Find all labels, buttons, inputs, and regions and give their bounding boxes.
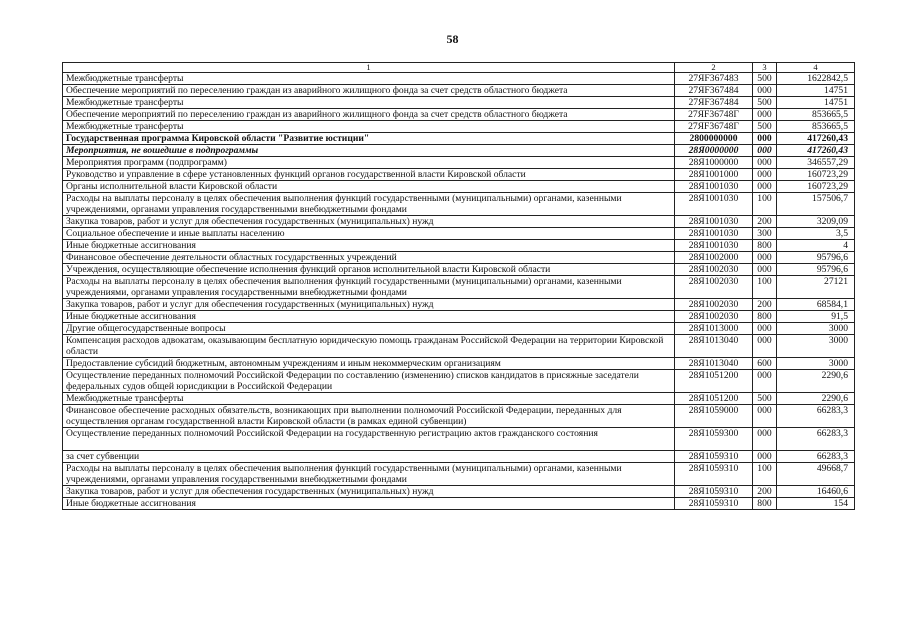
table-row xyxy=(63,323,855,335)
row-type-cell: 200 xyxy=(753,486,777,498)
row-name-cell: Обеспечение мероприятий по переселению граждан из аварийного жилищного фонда за счет средств областного бюджета xyxy=(63,85,675,97)
row-code-cell: 28Я1001030 xyxy=(675,193,753,216)
row-code-cell: 28Я1001030 xyxy=(675,216,753,228)
row-name-cell: Предоставление субсидий бюджетным, автономным учреждениям и иным некоммерческим организациям xyxy=(63,358,675,370)
table-row xyxy=(63,393,855,405)
header-col-type: 3 xyxy=(753,63,777,73)
table-row xyxy=(63,463,855,486)
row-amount-cell: 2290,6 xyxy=(777,370,855,393)
row-amount-cell: 95796,6 xyxy=(777,252,855,264)
row-name-cell: Расходы на выплаты персоналу в целях обеспечения выполнения функций государственными (муниципальными) органами, казенными учреждениями, органами управления государственными внебюджетными фондами xyxy=(63,463,675,486)
row-name-cell: за счет субвенции xyxy=(63,451,675,463)
row-type-cell: 800 xyxy=(753,240,777,252)
row-type-cell: 000 xyxy=(753,252,777,264)
row-code-cell: 28Я1051200 xyxy=(675,393,753,405)
row-type-cell: 000 xyxy=(753,405,777,428)
row-code-cell: 28Я1002030 xyxy=(675,299,753,311)
row-code-cell: 28Я1013000 xyxy=(675,323,753,335)
row-code-cell: 28Я1059000 xyxy=(675,405,753,428)
table-row xyxy=(63,133,855,145)
row-amount-cell: 3209,09 xyxy=(777,216,855,228)
row-code-cell: 2800000000 xyxy=(675,133,753,145)
row-type-cell: 000 xyxy=(753,428,777,451)
row-name-cell: Расходы на выплаты персоналу в целях обеспечения выполнения функций государственными (муниципальными) органами, казенными учреждениями, органами управления государственными внебюджетными фондами xyxy=(63,193,675,216)
table-row xyxy=(63,228,855,240)
row-code-cell: 28Я1059310 xyxy=(675,451,753,463)
row-type-cell: 000 xyxy=(753,133,777,145)
row-code-cell: 28Я1059300 xyxy=(675,428,753,451)
row-type-cell: 600 xyxy=(753,358,777,370)
row-type-cell: 000 xyxy=(753,264,777,276)
table-row xyxy=(63,193,855,216)
table-row xyxy=(63,335,855,358)
table-row xyxy=(63,264,855,276)
table-row xyxy=(63,358,855,370)
row-amount-cell: 160723,29 xyxy=(777,181,855,193)
table-row xyxy=(63,73,855,85)
row-type-cell: 500 xyxy=(753,121,777,133)
row-name-cell: Руководство и управление в сфере установленных функций органов государственной власти Кировской области xyxy=(63,169,675,181)
row-name-cell: Иные бюджетные ассигнования xyxy=(63,311,675,323)
row-code-cell: 28Я1013040 xyxy=(675,358,753,370)
table-row xyxy=(63,276,855,299)
row-name-cell: Межбюджетные трансферты xyxy=(63,121,675,133)
row-amount-cell: 417260,43 xyxy=(777,133,855,145)
row-name-cell: Межбюджетные трансферты xyxy=(63,97,675,109)
row-code-cell: 28Я1059310 xyxy=(675,486,753,498)
row-name-cell: Закупка товаров, работ и услуг для обеспечения государственных (муниципальных) нужд xyxy=(63,299,675,311)
row-amount-cell: 853665,5 xyxy=(777,109,855,121)
row-name-cell: Межбюджетные трансферты xyxy=(63,73,675,85)
row-type-cell: 000 xyxy=(753,370,777,393)
row-code-cell: 27ЯF367484 xyxy=(675,97,753,109)
row-code-cell: 28Я1051200 xyxy=(675,370,753,393)
row-code-cell: 28Я0000000 xyxy=(675,145,753,157)
table-row xyxy=(63,311,855,323)
page-number: 58 xyxy=(446,32,459,46)
row-name-cell: Мероприятия, не вошедшие в подпрограммы xyxy=(63,145,675,157)
row-amount-cell: 853665,5 xyxy=(777,121,855,133)
row-code-cell: 28Я1059310 xyxy=(675,463,753,486)
table-row xyxy=(63,109,855,121)
row-amount-cell: 2290,6 xyxy=(777,393,855,405)
row-code-cell: 28Я1059310 xyxy=(675,498,753,510)
row-type-cell: 100 xyxy=(753,193,777,216)
table-row xyxy=(63,498,855,510)
table-row xyxy=(63,451,855,463)
row-amount-cell: 157506,7 xyxy=(777,193,855,216)
row-type-cell: 500 xyxy=(753,97,777,109)
row-type-cell: 200 xyxy=(753,299,777,311)
row-amount-cell: 14751 xyxy=(777,85,855,97)
row-type-cell: 000 xyxy=(753,85,777,97)
row-amount-cell: 66283,3 xyxy=(777,405,855,428)
row-type-cell: 000 xyxy=(753,181,777,193)
row-code-cell: 28Я1002030 xyxy=(675,276,753,299)
row-name-cell: Иные бюджетные ассигнования xyxy=(63,498,675,510)
row-name-cell: Компенсация расходов адвокатам, оказывающим бесплатную юридическую помощь гражданам Российской Федерации на территории Кировской области xyxy=(63,335,675,358)
row-amount-cell: 66283,3 xyxy=(777,451,855,463)
row-amount-cell: 91,5 xyxy=(777,311,855,323)
row-name-cell: Государственная программа Кировской области "Развитие юстиции" xyxy=(63,133,675,145)
row-code-cell: 28Я1002000 xyxy=(675,252,753,264)
table-row xyxy=(63,169,855,181)
row-type-cell: 300 xyxy=(753,228,777,240)
table-row xyxy=(63,405,855,428)
row-type-cell: 100 xyxy=(753,463,777,486)
table-row xyxy=(63,121,855,133)
row-code-cell: 28Я1001000 xyxy=(675,169,753,181)
row-code-cell: 27ЯF36748Г xyxy=(675,109,753,121)
row-code-cell: 27ЯF367483 xyxy=(675,73,753,85)
row-code-cell: 28Я1013040 xyxy=(675,335,753,358)
table-row xyxy=(63,370,855,393)
row-code-cell: 27ЯF36748Г xyxy=(675,121,753,133)
table-row xyxy=(63,486,855,498)
row-code-cell: 28Я1001030 xyxy=(675,181,753,193)
row-code-cell: 28Я1001030 xyxy=(675,228,753,240)
row-name-cell: Закупка товаров, работ и услуг для обеспечения государственных (муниципальных) нужд xyxy=(63,486,675,498)
table-row xyxy=(63,157,855,169)
row-amount-cell: 346557,29 xyxy=(777,157,855,169)
table-row xyxy=(63,216,855,228)
row-amount-cell: 154 xyxy=(777,498,855,510)
row-type-cell: 200 xyxy=(753,216,777,228)
row-type-cell: 000 xyxy=(753,109,777,121)
row-name-cell: Органы исполнительной власти Кировской области xyxy=(63,181,675,193)
row-amount-cell: 49668,7 xyxy=(777,463,855,486)
table-row xyxy=(63,181,855,193)
row-code-cell: 28Я1002030 xyxy=(675,311,753,323)
header-col-code: 2 xyxy=(675,63,753,73)
row-amount-cell: 14751 xyxy=(777,97,855,109)
row-name-cell: Другие общегосударственные вопросы xyxy=(63,323,675,335)
row-amount-cell: 3000 xyxy=(777,335,855,358)
row-type-cell: 000 xyxy=(753,169,777,181)
row-name-cell: Финансовое обеспечение деятельности областных государственных учреждений xyxy=(63,252,675,264)
row-type-cell: 000 xyxy=(753,323,777,335)
row-name-cell: Межбюджетные трансферты xyxy=(63,393,675,405)
row-amount-cell: 68584,1 xyxy=(777,299,855,311)
row-code-cell: 28Я1001030 xyxy=(675,240,753,252)
row-amount-cell: 1622842,5 xyxy=(777,73,855,85)
row-amount-cell: 3000 xyxy=(777,323,855,335)
row-name-cell: Учреждения, осуществляющие обеспечение исполнения функций органов исполнительной власти Кировской области xyxy=(63,264,675,276)
row-amount-cell: 66283,3 xyxy=(777,428,855,451)
header-col-name: 1 xyxy=(63,63,675,73)
row-type-cell: 800 xyxy=(753,311,777,323)
table-row xyxy=(63,299,855,311)
row-name-cell: Финансовое обеспечение расходных обязательств, возникающих при выполнении полномочий Российской Федерации, переданных для осуществления органам государственной власти Кировской области (в рамках единой субвенции) xyxy=(63,405,675,428)
row-type-cell: 500 xyxy=(753,393,777,405)
table-row xyxy=(63,97,855,109)
row-name-cell: Иные бюджетные ассигнования xyxy=(63,240,675,252)
row-type-cell: 000 xyxy=(753,335,777,358)
budget-table xyxy=(62,62,855,510)
row-amount-cell: 3000 xyxy=(777,358,855,370)
row-amount-cell: 95796,6 xyxy=(777,264,855,276)
row-name-cell: Социальное обеспечение и иные выплаты населению xyxy=(63,228,675,240)
row-type-cell: 800 xyxy=(753,498,777,510)
table-row xyxy=(63,252,855,264)
row-type-cell: 000 xyxy=(753,451,777,463)
row-amount-cell: 160723,29 xyxy=(777,169,855,181)
row-amount-cell: 27121 xyxy=(777,276,855,299)
table-row xyxy=(63,85,855,97)
table-row xyxy=(63,240,855,252)
row-name-cell: Обеспечение мероприятий по переселению граждан из аварийного жилищного фонда за счет средств областного бюджета xyxy=(63,109,675,121)
row-type-cell: 000 xyxy=(753,145,777,157)
table-row xyxy=(63,145,855,157)
row-amount-cell: 417260,43 xyxy=(777,145,855,157)
row-type-cell: 100 xyxy=(753,276,777,299)
row-code-cell: 28Я1000000 xyxy=(675,157,753,169)
row-name-cell: Осуществление переданных полномочий Российской Федерации на государственную регистрацию актов гражданского состояния xyxy=(63,428,675,451)
row-code-cell: 27ЯF367484 xyxy=(675,85,753,97)
row-type-cell: 500 xyxy=(753,73,777,85)
row-code-cell: 28Я1002030 xyxy=(675,264,753,276)
row-amount-cell: 4 xyxy=(777,240,855,252)
row-name-cell: Осуществление переданных полномочий Российской Федерации по составлению (изменению) списков кандидатов в присяжные заседатели федеральных судов общей юрисдикции в Российской Федерации xyxy=(63,370,675,393)
row-type-cell: 000 xyxy=(753,157,777,169)
row-name-cell: Закупка товаров, работ и услуг для обеспечения государственных (муниципальных) нужд xyxy=(63,216,675,228)
table-header-row xyxy=(63,63,855,73)
row-amount-cell: 3,5 xyxy=(777,228,855,240)
header-col-amount: 4 xyxy=(777,63,855,73)
row-amount-cell: 16460,6 xyxy=(777,486,855,498)
table-row xyxy=(63,428,855,451)
row-name-cell: Мероприятия программ (подпрограмм) xyxy=(63,157,675,169)
row-name-cell: Расходы на выплаты персоналу в целях обеспечения выполнения функций государственными (муниципальными) органами, казенными учреждениями, органами управления государственными внебюджетными фондами xyxy=(63,276,675,299)
